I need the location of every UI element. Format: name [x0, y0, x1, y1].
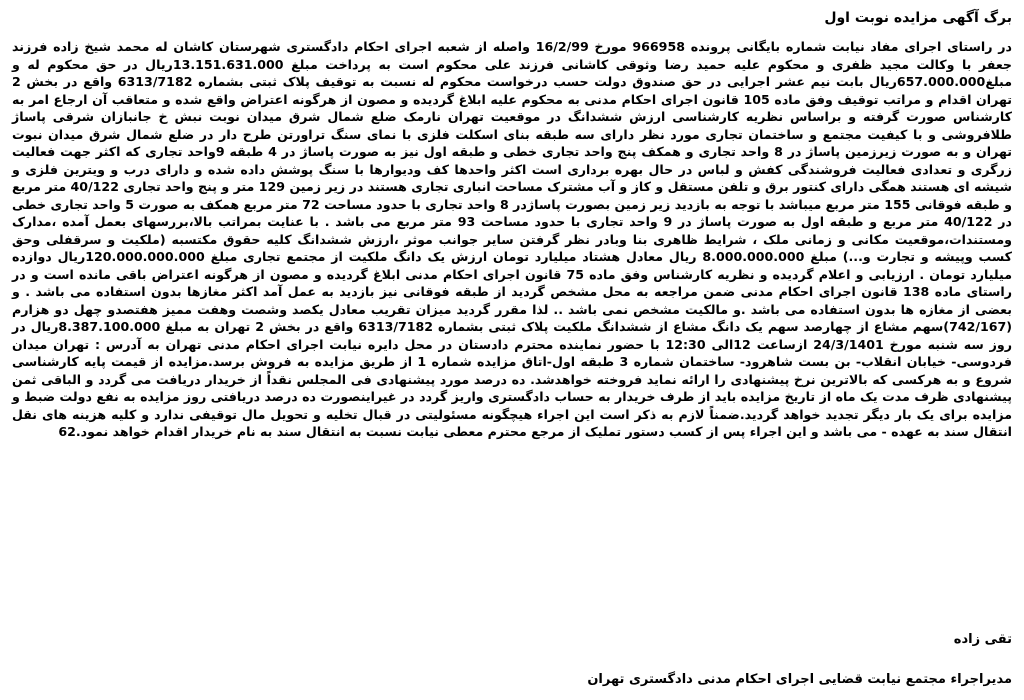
notice-body: در راستای اجرای مفاد نیابت شماره بایگانی پرونده 966958 مورخ 16/2/99 واصله از شعبه اجرای احکام دادگستری شهرستان کاشان له محمد شیخ زاده فرزند جعفر با وکالت مجید ظفری و محکوم علیه حمید رضا وثوقی کاشانی فرزند علی محکوم است به پرداخت مبلغ 13.151.631.000ریال در حق محکوم له و مبلغ657.000.000ریال بابت نیم عشر اجرایی در حق صندوق دولت حسب درخواست محکوم له نسبت به توقیف پلاک ثبتی بشماره 6313/7182 واقع در بخش 2 تهران اقدام و مراتب توقیف وفق ماده 105 قانون اجرای احکام مدنی به محکوم علیه ابلاغ گردیده و مصون از هرگونه اعتراض واقع شده و متعاقب آن ارجاع امر به کارشناس صورت گرفته و براساس نظریه کارشناسی ارزش ششدانگ در موقعیت تهران نارمک ضلع شمال شرق میدان نوبت نبش خ جانبازان شرقی پاساژ طلافروشی و با کیفیت مجتمع و ساختمان تجاری مورد نظر دارای سه طبقه بنای اسکلت فلزی با نمای سنگ تراورتن طرح دار در ضلع شمال شرق میدان نبوت تهران و به صورت زیرزمین پاساژ در 8 واحد تجاری و همکف پنج واحد تجاری خطی و طبقه اول نیز به صورت پاساژ در 4 طبقه 9واحد تجاری که اکثر جهت فعالیت زرگری و تعدادی فعالیت فروشندگی کفش و لباس در حال بهره برداری است اکثر واحدها کف ودیوارها با سنگ پوشش داده شده و دارای درب و ویترین فلزی و شیشه ای هستند همگی دارای کنتور برق و تلفن مستقل و کاز و آب مشترک مساحت انباری تجاری هستند در زیر زمین 129 متر و پنج واحد تجاری 40/122 متر مربع و طبقه فوقانی 155 متر مربع میباشد با توجه به بازدید زیر زمین بصورت پاساژدر 8 واحد تجاری با حدود مساحت 72 متر مربع همکف به صورت 5 واحد تجاری خطی در 40/122 متر مربع و طبقه اول به صورت پاساژ در 9 واحد تجاری با حدود مساحت 93 متر مربع می باشد . با عنایت بمراتب بالا،بررسهای بعمل آمده ،مدارک ومستندات،موقعیت مکانی و زمانی ملک ، شرایط ظاهری بنا وبادر نظر گرفتن سایر جوانب موثر ،ارزش ششدانگ کلیه حقوق مکتسبه (ملکیت و سرقفلی وحق کسب وپیشه و تجارت و...) مبلغ 8.000.000.000 ریال معادل هشتاد میلیارد تومان ارزش یک دانگ ملکیت از مجتمع تجاری مبلغ 120.000.000.000ریال دوازده میلیارد تومان . ارزیابی و اعلام گردیده و نظریه کارشناس وفق ماده 75 قانون اجرای احکام مدنی ابلاغ گردیده و مصون از هرگونه اعتراض باقی مانده است و در راستای ماده 138 قانون اجرای احکام مدنی ضمن مراجعه به محل مشخص گردید از طبقه فوقانی نیز بازدید به عمل آمد اکثر مغازها بدون استفاده می باشد . و بعضی از مغازه ها بدون استفاده می باشد .و مالکیت مشخص نمی باشد .. لذا مقرر گردید میزان تقریب معادل یکصد وشصت وهفت ممیز هفتصدو چهل دو هزارم (742/167)سهم مشاع از چهارصد سهم یک دانگ مشاع از ششدانگ ملکیت پلاک ثبتی بشماره 6313/7182 واقع در بخش 2 تهران به مبلغ 8.387.100.000ریال در روز سه شنبه مورخ 24/3/1401 ازساعت 12الی 12:30 با حضور نماینده محترم دادستان در محل دایره نیابت اجرای احکام مدنی تهران به آدرس : تهران میدان فردوسی- خیابان انقلاب- بن بست شاهرود- ساختمان شماره 3 طبقه اول-اتاق مزایده شماره 1 از طریق مزایده به فروش برسد.مزایده از قیمت پایه کارشناسی شروع و به هرکسی که بالاترین نرخ پیشنهادی را ارائه نماید فروخته خواهدشد. ده درصد مورد پیشنهادی فی المجلس نقداً از خریدار دریافت می گردد و الباقی ثمن پیشنهادی ظرف مدت یک ماه از تاریخ مزایده باید از طرف خریدار به حساب دادگستری واریز گردد در غیراینصورت ده درصد دریافتی روز مزایده به نفع دولت ضبط و مزایده برای یک بار دیگر تجدید خواهد گردید.ضمناً لازم به ذکر است این اجراء هیچگونه مسئولیتی در قبال تخلیه و تحویل مال توقیفی ندارد و کلیه هزینه های نقل انتقال سند به عهده - می باشد و این اجراء پس از کسب دستور تملیک از مرجع محترم معطی نیابت نسبت به انتقال سند به نام خریدار اقدام خواهد نمود.62	[12, 39, 1013, 439]
notice-title: برگ آگهی مزایده نوبت اول	[824, 10, 1012, 26]
signer-title: مدیراجراء مجتمع نیابت قضایی اجرای احکام مدنی دادگستری تهران	[587, 672, 1012, 687]
signer-name: تقی زاده	[953, 632, 1012, 647]
